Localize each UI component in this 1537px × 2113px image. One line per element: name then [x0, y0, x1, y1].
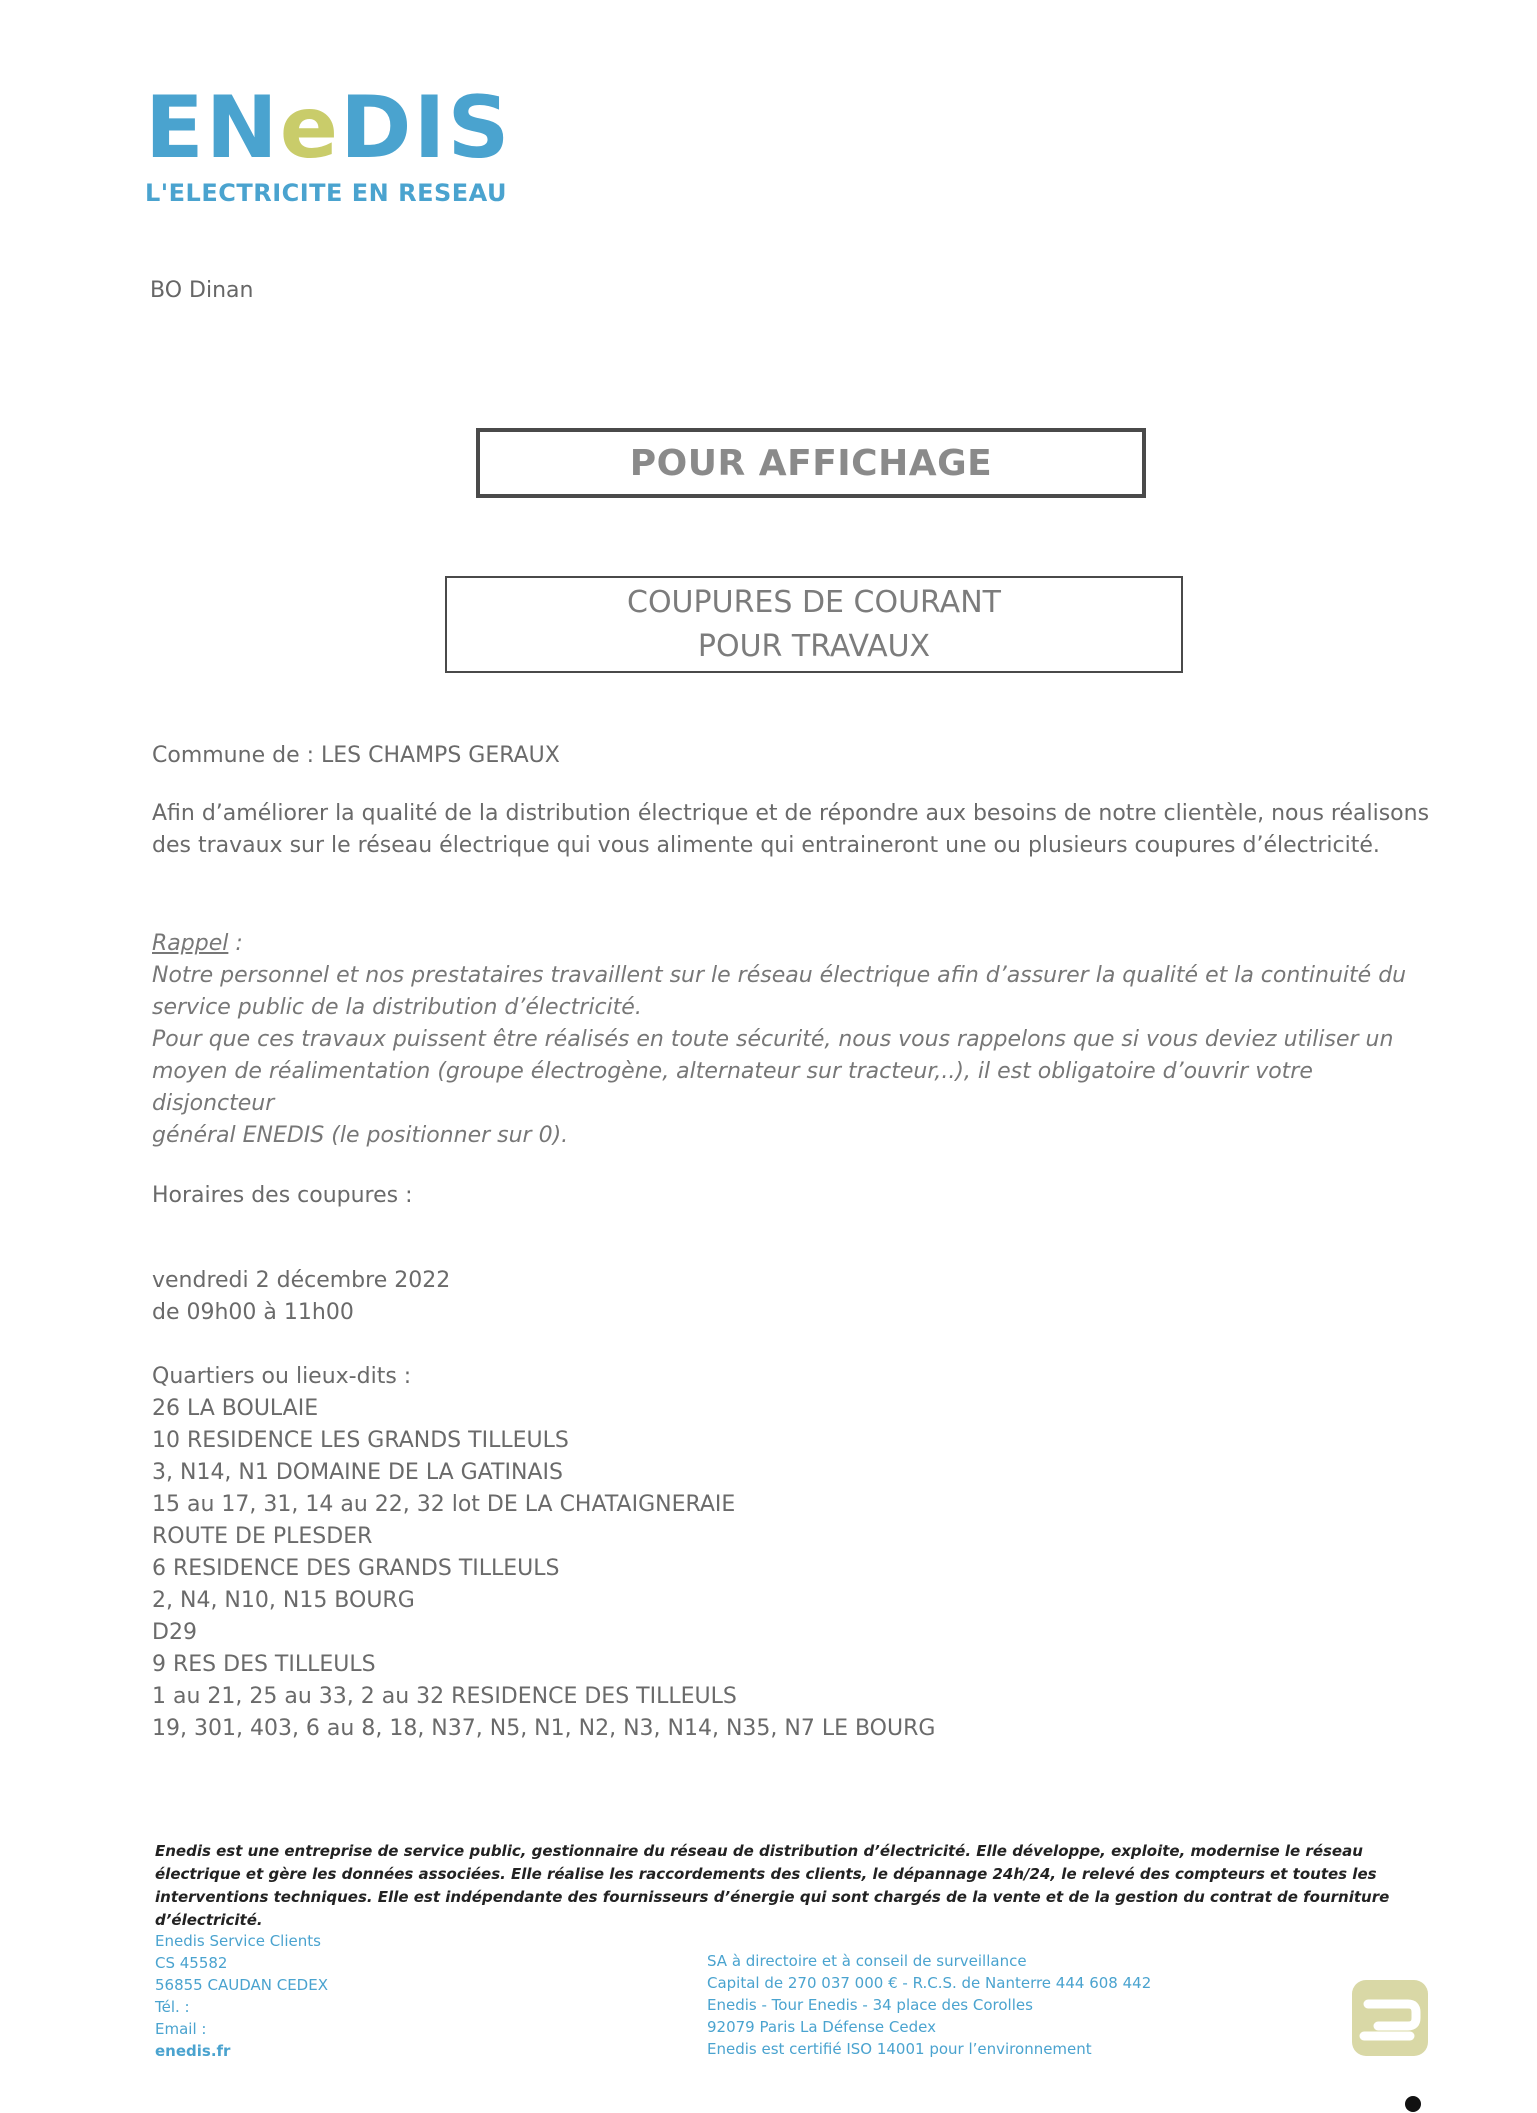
horaires-label: Horaires des coupures :	[152, 1183, 413, 1208]
logo-word-right: DIS	[340, 78, 512, 178]
footer-contact	[155, 1930, 328, 2062]
enedis-e-mark-icon	[1352, 1980, 1428, 2056]
footer-company-line: 92079 Paris La Défense Cedex	[707, 2018, 936, 2036]
footer-website-link[interactable]: enedis.fr	[155, 2042, 231, 2060]
footer-tel: Tél. :	[155, 1998, 190, 2016]
subject-box	[445, 576, 1183, 673]
logo-wordmark	[145, 78, 512, 178]
outage-time: de 09h00 à 11h00	[152, 1300, 354, 1325]
list-item: 10 RESIDENCE LES GRANDS TILLEULS	[152, 1428, 569, 1453]
footer-po-box: CS 45582	[155, 1954, 228, 1972]
list-item: 26 LA BOULAIE	[152, 1396, 319, 1421]
rappel-paragraph-2a: Pour que ces travaux puissent être réalisés en toute sécurité, nous vous rappelons que si vous deviez utiliser un moyen de réalimentation (groupe électrogène, alternateur sur tracteur,..), il est obligatoire d’ouvrir votre disjoncteur	[152, 1027, 1394, 1116]
outage-date: vendredi 2 décembre 2022	[152, 1268, 451, 1293]
list-item: 1 au 21, 25 au 33, 2 au 32 RESIDENCE DES TILLEULS	[152, 1684, 737, 1709]
commune-line: Commune de : LES CHAMPS GERAUX	[152, 743, 560, 768]
list-item: D29	[152, 1620, 197, 1645]
list-item: 19, 301, 403, 6 au 8, 18, N37, N5, N1, N2, N3, N14, N35, N7 LE BOURG	[152, 1716, 936, 1741]
scan-mark	[1405, 2096, 1421, 2112]
quartiers-label: Quartiers ou lieux-dits :	[152, 1364, 412, 1389]
outage-schedule	[152, 1265, 450, 1329]
footer-company-line: Enedis - Tour Enedis - 34 place des Corolles	[707, 1996, 1033, 2014]
list-item: 2, N4, N10, N15 BOURG	[152, 1588, 415, 1613]
footer-city: 56855 CAUDAN CEDEX	[155, 1976, 328, 1994]
quartiers-list	[152, 1361, 935, 1745]
subject-line-1: COUPURES DE COURANT	[627, 585, 1001, 620]
footer-company-line: Capital de 270 037 000 € - R.C.S. de Nanterre 444 608 442	[707, 1974, 1152, 1992]
rappel-heading	[152, 928, 1442, 960]
legal-notice: Enedis est une entreprise de service public, gestionnaire du réseau de distribution d’électricité. Elle développe, exploite, modernise le réseau électrique et gère les données associées. Elle réalise les raccordements des clients, le dépannage 24h/24, le relevé des compteurs et toutes les interventions techniques. Elle est indépendante des fournisseurs d’énergie qui sont chargés de la vente et de la gestion du contrat de fourniture d’électricité.	[155, 1842, 1390, 1929]
banner-box	[476, 428, 1146, 498]
footer-email: Email :	[155, 2020, 207, 2038]
rappel-colon: :	[228, 931, 243, 956]
subject-line-2: POUR TRAVAUX	[697, 628, 931, 664]
rappel-label: Rappel	[152, 931, 229, 956]
footer-company-line: Enedis est certifié ISO 14001 pour l’environnement	[707, 2040, 1092, 2058]
logo-word-left: EN	[145, 78, 280, 178]
footer-service-name: Enedis Service Clients	[155, 1932, 321, 1950]
office-name: BO Dinan	[150, 278, 254, 303]
footer-company-line: SA à directoire et à conseil de surveillance	[707, 1952, 1027, 1970]
list-item: ROUTE DE PLESDER	[152, 1524, 373, 1549]
rappel-paragraph-2b: général ENEDIS (le positionner sur 0).	[152, 1123, 569, 1148]
list-item: 15 au 17, 31, 14 au 22, 32 lot DE LA CHATAIGNERAIE	[152, 1492, 736, 1517]
banner-text: POUR AFFICHAGE	[629, 442, 993, 484]
rappel-paragraph-1: Notre personnel et nos prestataires travaillent sur le réseau électrique afin d’assurer la qualité et la continuité du service public de la distribution d’électricité.	[152, 963, 1407, 1020]
list-item: 9 RES DES TILLEULS	[152, 1652, 376, 1677]
rappel-block	[152, 928, 1442, 1152]
intro-paragraph: Afin d’améliorer la qualité de la distribution électrique et de répondre aux besoins de notre clientèle, nous réalisons des travaux sur le réseau électrique qui vous alimente qui entraineront une ou plusieurs coupures d’électricité.	[152, 801, 1430, 858]
enedis-logo	[145, 78, 512, 207]
footer-company-info	[707, 1950, 1151, 2060]
logo-tagline: L'ELECTRICITE EN RESEAU	[145, 179, 507, 207]
list-item: 3, N14, N1 DOMAINE DE LA GATINAIS	[152, 1460, 563, 1485]
logo-word-mid: e	[279, 78, 341, 178]
list-item: 6 RESIDENCE DES GRANDS TILLEULS	[152, 1556, 560, 1581]
